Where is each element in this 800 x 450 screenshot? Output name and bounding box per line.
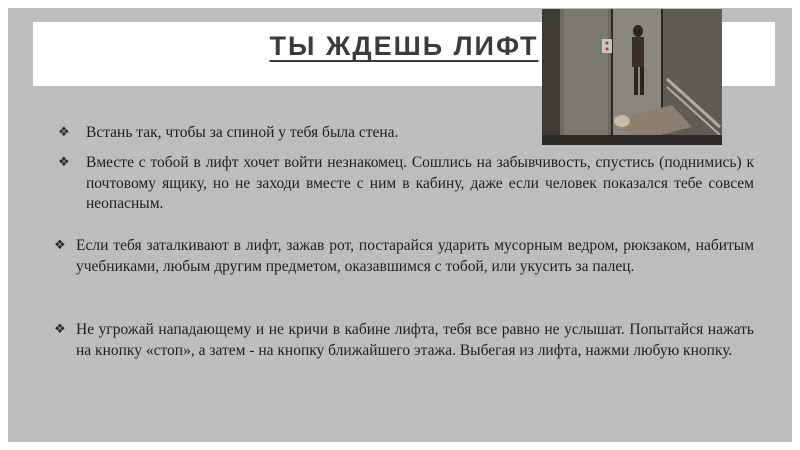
slide-title: ТЫ ЖДЕШЬ ЛИФТ xyxy=(269,31,539,61)
list-item: Если тебя заталкивают в лифт, зажав рот, постарайся ударить мусорным ведром, рюкзаком, набитым учебниками, любым другим предметом, оказавшимся с тобой, или укусить за палец. xyxy=(76,237,754,275)
list-item: Вместе с тобой в лифт хочет войти незнакомец. Сошлись на забывчивость, спустись (поднимись) к почтовому ящику, но не заходи вместе с ним в кабину, даже если человек показался тебе совсем неопасным. xyxy=(86,154,754,212)
slide xyxy=(8,8,792,442)
list-item: Не угрожай нападающему и не кричи в кабине лифта, тебя все равно не услышат. Попытайся нажать на кнопку «стоп», а затем - на кнопку ближайшего этажа. Выбегая из лифта, нажми любую кнопку. xyxy=(76,321,754,359)
bullet-icon: ❖ xyxy=(58,125,70,140)
list-item: Встань так, чтобы за спиной у тебя была стена. xyxy=(86,124,399,141)
bullet-icon: ❖ xyxy=(58,155,70,170)
bullet-icon: ❖ xyxy=(54,322,66,337)
bullet-icon: ❖ xyxy=(54,238,66,253)
